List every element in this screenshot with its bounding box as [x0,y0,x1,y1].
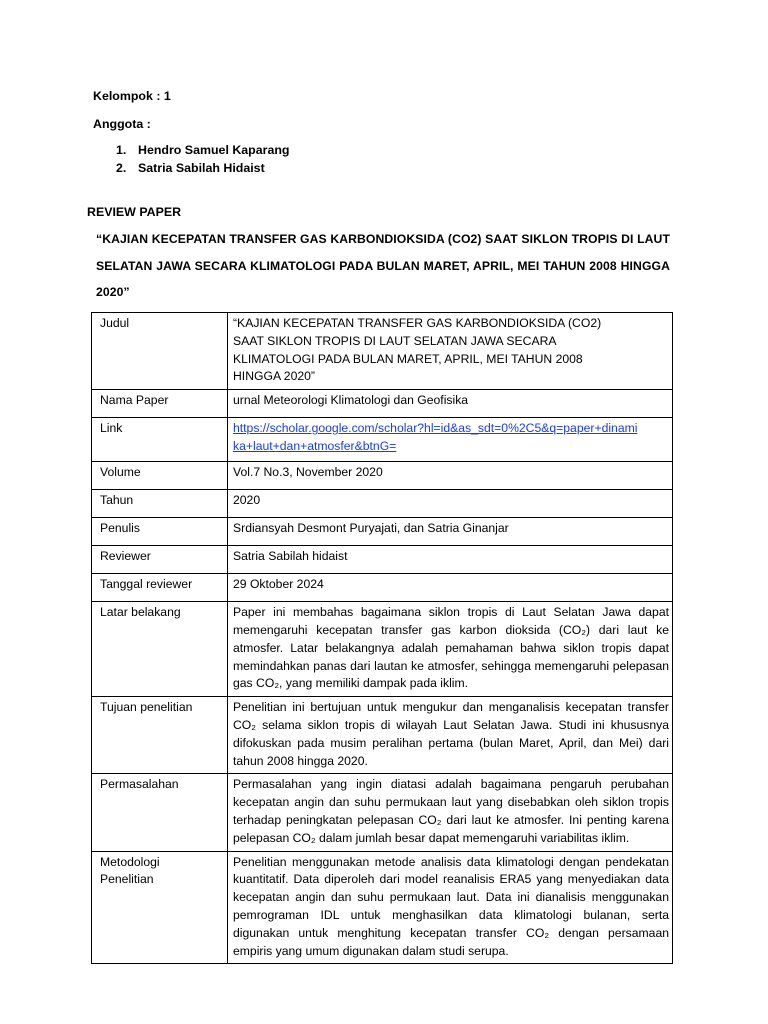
members-label: Anggota : [93,117,151,131]
table-row [92,774,673,851]
review-table [91,312,673,964]
row-value: Penelitian menggunakan metode analisis data klimatologi dengan pendekatan kuantitatif. Data diperoleh dari model reanalisis ERA5 yang menyediakan data kecepatan angin dan suhu permukaan laut. Data ini dianalisis menggunakan pemrograman IDL untuk menghasilkan data klimatologi bulanan, serta digunakan untuk menghitung kecepatan transfer CO₂ dengan persamaan empiris yang umum digunakan dalam studi serupa. [228,851,673,964]
table-row [92,313,673,390]
member-name: Satria Sabilah Hidaist [138,161,265,175]
link-line: ka+laut+dan+atmosfer&btnG= [233,438,397,453]
paper-title: “KAJIAN KECEPATAN TRANSFER GAS KARBONDIOKSIDA (CO2) SAAT SIKLON TROPIS DI LAUT SELATAN JAWA SECARA KLIMATOLOGI PADA BULAN MARET, APRIL, MEI TAHUN 2008 HINGGA 2020” [96,232,670,299]
member-number: 2. [116,161,127,175]
row-label: Link [92,418,228,462]
row-value: Paper ini membahas bagaimana siklon tropis di Laut Selatan Jawa dapat memengaruhi kecepatan transfer gas karbon dioksida (CO₂) dari laut ke atmosfer. Latar belakangnya adalah pemahaman bahwa siklon tropis dapat memindahkan panas dari lautan ke atmosfer, sehingga memengaruhi pelepasan gas CO₂, yang memiliki dampak pada iklim. [228,602,673,697]
row-label: Volume [92,462,228,490]
row-value: urnal Meteorologi Klimatologi dan Geofisika [228,390,673,418]
row-label: Nama Paper [92,390,228,418]
row-label [92,851,228,964]
table-row [92,418,673,462]
review-paper-label: REVIEW PAPER [87,205,182,219]
row-label: Judul [92,313,228,390]
title-line: KLIMATOLOGI PADA BULAN MARET, APRIL, MEI TAHUN 2008 [233,351,583,366]
group-number: Kelompok : 1 [93,89,171,103]
table-row [92,851,673,964]
row-value-title [228,313,673,390]
member-item [116,161,265,175]
table-row [92,602,673,697]
table-row [92,697,673,774]
member-number: 1. [116,143,127,157]
table-row [92,390,673,418]
table-row [92,490,673,518]
row-value: Penelitian ini bertujuan untuk mengukur dan menganalisis kecepatan transfer CO₂ selama siklon tropis di wilayah Laut Selatan Jawa. Studi ini khususnya difokuskan pada musim peralihan pertama (bulan Maret, April, dan Mei) dari tahun 2008 hingga 2020. [228,697,673,774]
table-row [92,574,673,602]
table-row [92,546,673,574]
row-label: Reviewer [92,546,228,574]
table-row [92,462,673,490]
row-label: Penulis [92,518,228,546]
row-value: Satria Sabilah hidaist [228,546,673,574]
title-line: SAAT SIKLON TROPIS DI LAUT SELATAN JAWA SECARA [233,333,557,348]
label-line: Penelitian [100,872,154,887]
row-label: Tanggal reviewer [92,574,228,602]
paper-link[interactable] [233,421,637,453]
member-name: Hendro Samuel Kaparang [138,143,290,157]
table-row [92,518,673,546]
title-line: “KAJIAN KECEPATAN TRANSFER GAS KARBONDIOKSIDA (CO2) [233,316,602,330]
row-label: Permasalahan [92,774,228,851]
row-label: Tujuan penelitian [92,697,228,774]
row-value: Vol.7 No.3, November 2020 [228,462,673,490]
link-line: https://scholar.google.com/scholar?hl=id&as_sdt=0%2C5&q=paper+dinami [233,421,638,436]
row-value: 29 Oktober 2024 [228,574,673,602]
row-value-link [228,418,673,462]
row-value: 2020 [228,490,673,518]
member-item [116,143,289,157]
row-value: Permasalahan yang ingin diatasi adalah bagaimana pengaruh perubahan kecepatan angin dan suhu permukaan laut yang disebabkan oleh siklon tropis terhadap peningkatan pelepasan CO₂ dari laut ke atmosfer. Ini penting karena pelepasan CO₂ dalam jumlah besar dapat memengaruhi variabilitas iklim. [228,774,673,851]
row-value: Srdiansyah Desmont Puryajati, dan Satria Ginanjar [228,518,673,546]
label-line: Metodologi [100,854,160,869]
title-line: HINGGA 2020” [233,369,315,384]
row-label: Latar belakang [92,602,228,697]
row-label: Tahun [92,490,228,518]
